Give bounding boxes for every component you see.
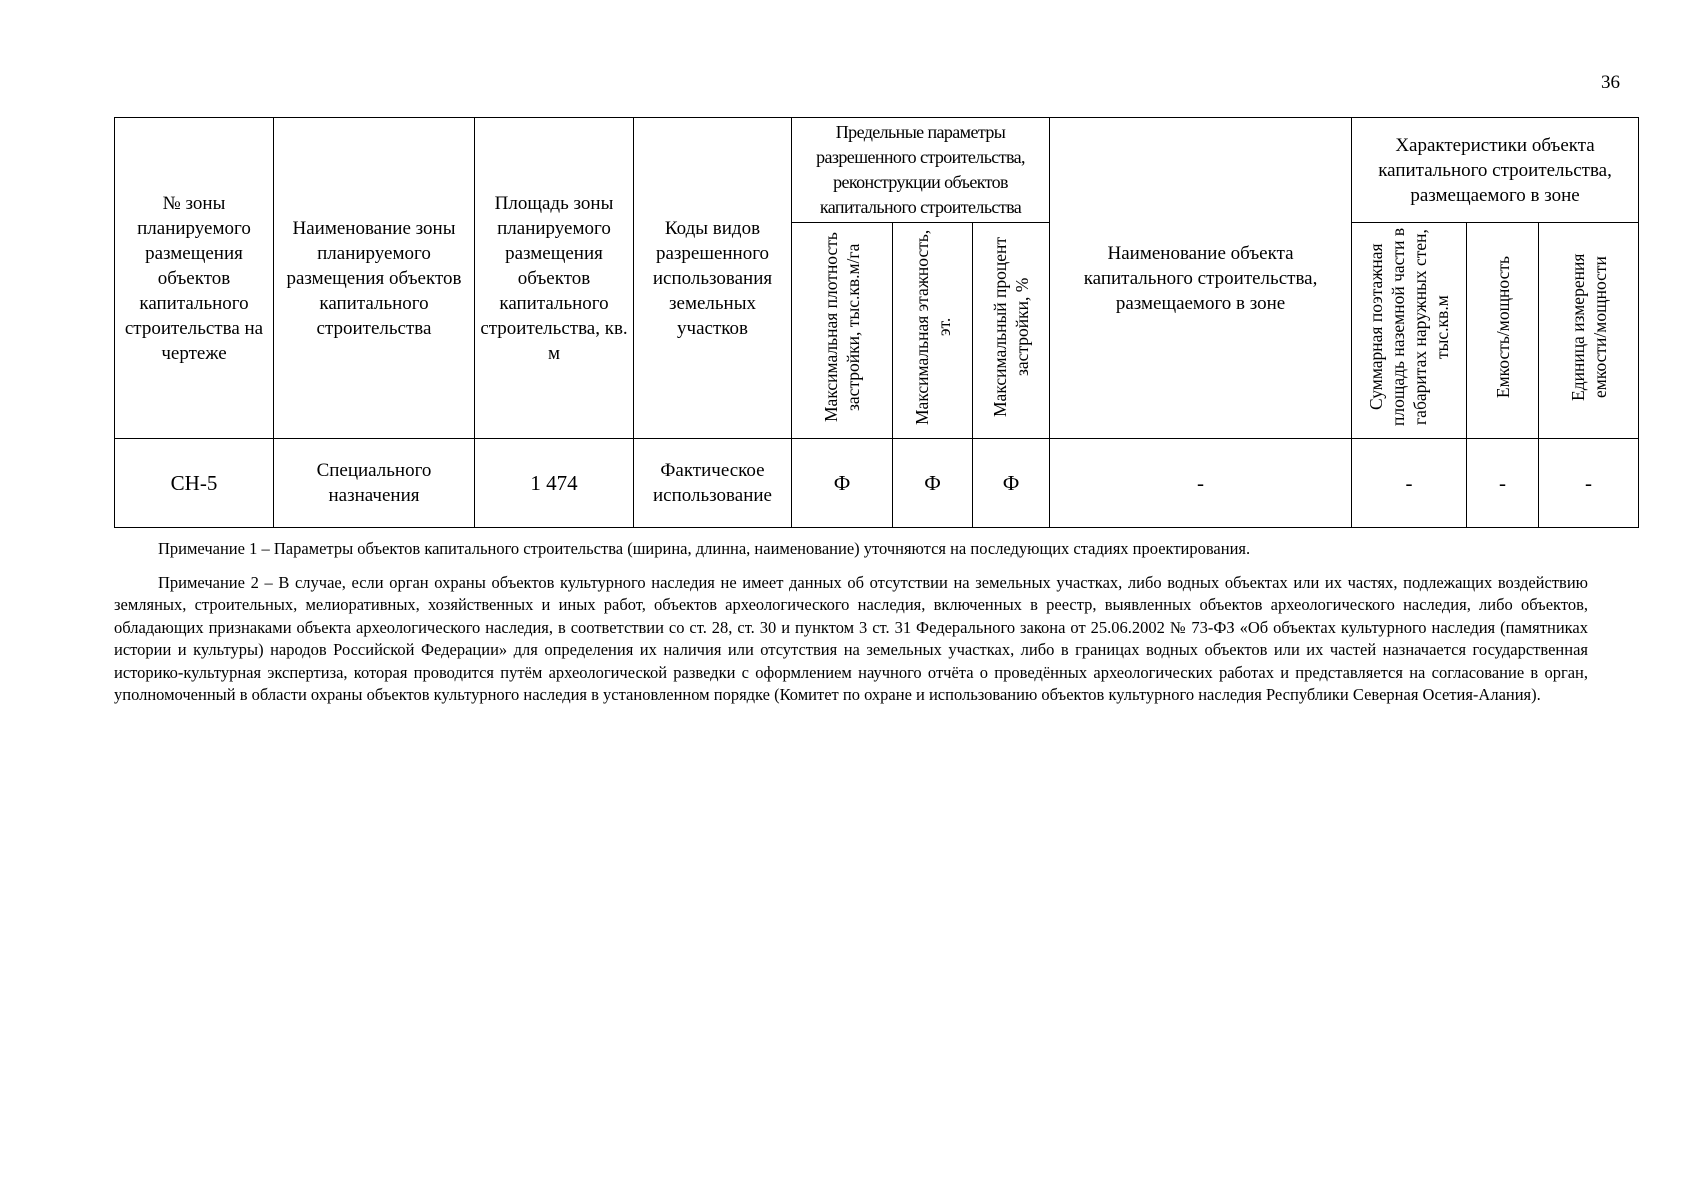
cell-use-codes: Фактическое использование bbox=[634, 439, 792, 528]
cell-capacity: - bbox=[1467, 439, 1539, 528]
header-total-area-cell bbox=[1352, 223, 1467, 439]
zone-parameters-table bbox=[114, 117, 1639, 528]
header-max-density: Максимальная плотность застройки, тыс.кв.м/га bbox=[821, 232, 863, 422]
header-capacity-unit-cell bbox=[1539, 223, 1639, 439]
header-max-percent-cell bbox=[973, 223, 1050, 439]
table-row bbox=[115, 439, 1639, 528]
cell-max-floors: Ф bbox=[893, 439, 973, 528]
header-zone-name: Наименование зоны планируемого размещения объектов капитального строительства bbox=[274, 118, 475, 439]
cell-zone-number: СН-5 bbox=[115, 439, 274, 528]
note-2: Примечание 2 – В случае, если орган охраны объектов культурного наследия не имеет данных об отсутствии на земельных участках, либо водных объектах или их частях, подлежащих воздействию земляных, строительных, мелиоративных, хозяйственных и иных работ, объектов археологического наследия, включенных в реестр, выявленных объектов археологического наследия, либо объектов, обладающих признаками объекта археологического наследия, в соответствии со ст. 28, ст. 30 и пунктом 3 ст. 31 Федерального закона от 25.06.2002 № 73-ФЗ «Об объектах культурного наследия (памятниках истории и культуры) народов Российской Федерации» для определения их наличия или отсутствия на земельных участках, либо в границах водных объектов или их частей назначается государственная историко-культурная экспертиза, которая проводится путём археологической разведки с оформлением научного отчёта о проведённых археологических работах и представляется на согласование в орган, уполномоченный в области охраны объектов культурного наследия в установленном порядке (Комитет по охране и использованию объектов культурного наследия Республики Северная Осетия-Алания). bbox=[114, 572, 1588, 704]
page-number: 36 bbox=[1601, 72, 1620, 93]
header-max-floors-cell bbox=[893, 223, 973, 439]
header-max-floors: Максимальная этажность, эт. bbox=[911, 229, 954, 425]
header-max-percent: Максимальный процент застройки, % bbox=[990, 237, 1033, 417]
cell-max-density: Ф bbox=[792, 439, 893, 528]
header-total-area: Суммарная поэтажная площадь наземной части в габаритах наружных стен, тыс.кв.м bbox=[1366, 227, 1453, 427]
header-limits-group: Предельные параметры разрешенного строительства, реконструкции объектов капитального строительства bbox=[792, 118, 1050, 223]
header-capacity-unit: Единица измерения емкости/мощности bbox=[1567, 253, 1610, 401]
header-object-name: Наименование объекта капитального строительства, размещаемого в зоне bbox=[1050, 118, 1352, 439]
notes-section bbox=[114, 538, 1588, 718]
cell-total-area: - bbox=[1352, 439, 1467, 528]
header-zone-number: № зоны планируемого размещения объектов капитального строительства на чертеже bbox=[115, 118, 274, 439]
header-characteristics-group: Характеристики объекта капитального строительства, размещаемого в зоне bbox=[1352, 118, 1639, 223]
header-capacity: Емкость/мощность bbox=[1492, 255, 1513, 399]
header-zone-area: Площадь зоны планируемого размещения объектов капитального строительства, кв. м bbox=[475, 118, 634, 439]
cell-max-percent: Ф bbox=[973, 439, 1050, 528]
header-capacity-cell bbox=[1467, 223, 1539, 439]
cell-zone-area: 1 474 bbox=[475, 439, 634, 528]
note-1: Примечание 1 – Параметры объектов капитального строительства (ширина, длинна, наименование) уточняются на последующих стадиях проектирования. bbox=[158, 539, 1251, 558]
header-max-density-cell bbox=[792, 223, 893, 439]
header-use-codes: Коды видов разрешенного использования земельных участков bbox=[634, 118, 792, 439]
cell-capacity-unit: - bbox=[1539, 439, 1639, 528]
cell-zone-name: Специального назначения bbox=[274, 439, 475, 528]
cell-object-name: - bbox=[1050, 439, 1352, 528]
